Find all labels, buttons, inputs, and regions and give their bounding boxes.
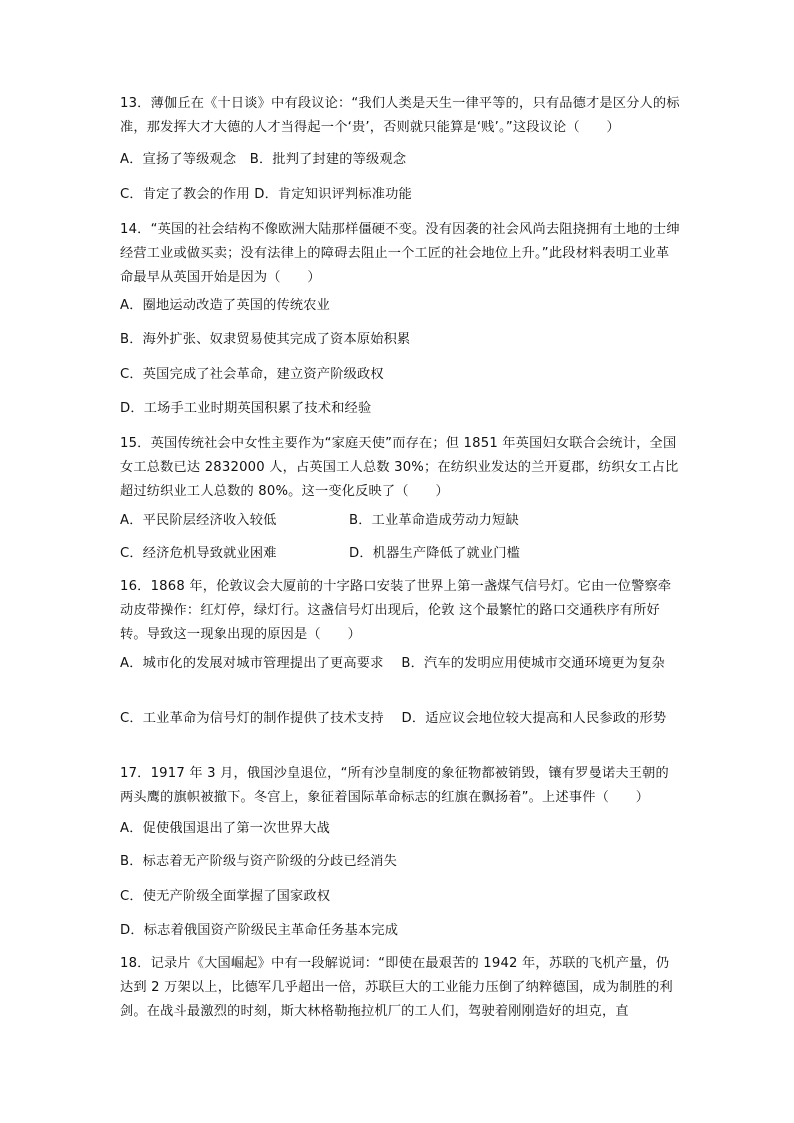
question-14-option-b: B．海外扩张、奴隶贸易使其完成了资本原始积累	[120, 332, 411, 347]
question-14-option-a: A．圈地运动改造了英国的传统农业	[120, 298, 331, 313]
question-15-option-d: D．机器生产降低了就业门槛	[349, 546, 521, 561]
question-16-stem: 16．1868 年，伦敦议会大厦前的十字路口安装了世界上第一盏煤气信号灯。它由一位警察牵动皮带操作：红灯停，绿灯行。这盏信号灯出现后，伦敦 这个最繁忙的路口交通秩序有所好转。导致这一现象出现的原因是（ ）	[120, 579, 672, 642]
question-15-stem: 15．英国传统社会中女性主要作为“家庭天使”而存在；但 1851 年英国妇女联合会统计，全国女工总数已达 2832000 人，占英国工人总数 30%；在纺织业发达的兰开夏郡，纺织女工占比超过纺织业工人总数的 80%。这一变化反映了（ ）	[120, 436, 679, 499]
question-16-options-ab: A．城市化的发展对城市管理提出了更高要求 B．汽车的发明应用使城市交通环境更为复杂	[120, 656, 665, 671]
question-16-options-cd: C．工业革命为信号灯的制作提供了技术支持 D．适应议会地位较大提高和人民参政的形势	[120, 711, 667, 726]
question-17-option-c: C．使无产阶级全面掌握了国家政权	[120, 889, 331, 904]
question-15-option-b: B．工业革命造成劳动力短缺	[349, 513, 519, 528]
question-14-option-c: C．英国完成了社会革命，建立资产阶级政权	[120, 367, 384, 382]
question-17-option-b: B．标志着无产阶级与资产阶级的分歧已经消失	[120, 854, 397, 869]
question-14-option-d: D．工场手工业时期英国积累了技术和经验	[120, 401, 372, 416]
question-17-option-d: D．标志着俄国资产阶级民主革命任务基本完成	[120, 923, 399, 938]
question-14-stem: 14．“英国的社会结构不像欧洲大陆那样僵硬不变。没有因袭的社会风尚去阻挠拥有土地的士绅经营工业或做买卖；没有法律上的障碍去阻止一个工匠的社会地位上升。”此段材料表明工业革命最早从英国开始是因为（ ）	[120, 222, 680, 285]
question-13-options-ab: A．宣扬了等级观念 B．批判了封建的等级观念	[120, 152, 407, 167]
question-13-stem: 13．薄伽丘在《十日谈》中有段议论：“我们人类是天生一律平等的，只有品德才是区分人的标准，那发挥大才大德的人才当得起一个‘贵’，否则就只能算是‘贱’。”这段议论（ ）	[120, 96, 680, 135]
question-17-option-a: A．促使俄国退出了第一次世界大战	[120, 821, 331, 836]
question-13-options-cd: C．肯定了教会的作用 D．肯定知识评判标准功能	[120, 187, 412, 202]
question-15-option-c: C．经济危机导致就业困难	[120, 546, 277, 561]
question-17-stem: 17．1917 年 3 月，俄国沙皇退位，“所有沙皇制度的象征物都被销毁，镶有罗曼诺夫王朝的两头鹰的旗帜被撤下。冬宫上，象征着国际革命标志的红旗在飘扬着”。上述事件（ ）	[120, 766, 669, 805]
question-18-stem: 18．记录片《大国崛起》中有一段解说词：“即使在最艰苦的 1942 年，苏联的飞机产量，仍达到 2 万架以上，比德军几乎超出一倍，苏联巨大的工业能力压倒了纳粹德国，成为制胜的利剑。在战斗最激烈的时刻，斯大林格勒拖拉机厂的工人们，驾驶着刚刚造好的坦克，直	[120, 956, 673, 1019]
question-15-option-a: A．平民阶层经济收入较低	[120, 513, 277, 528]
